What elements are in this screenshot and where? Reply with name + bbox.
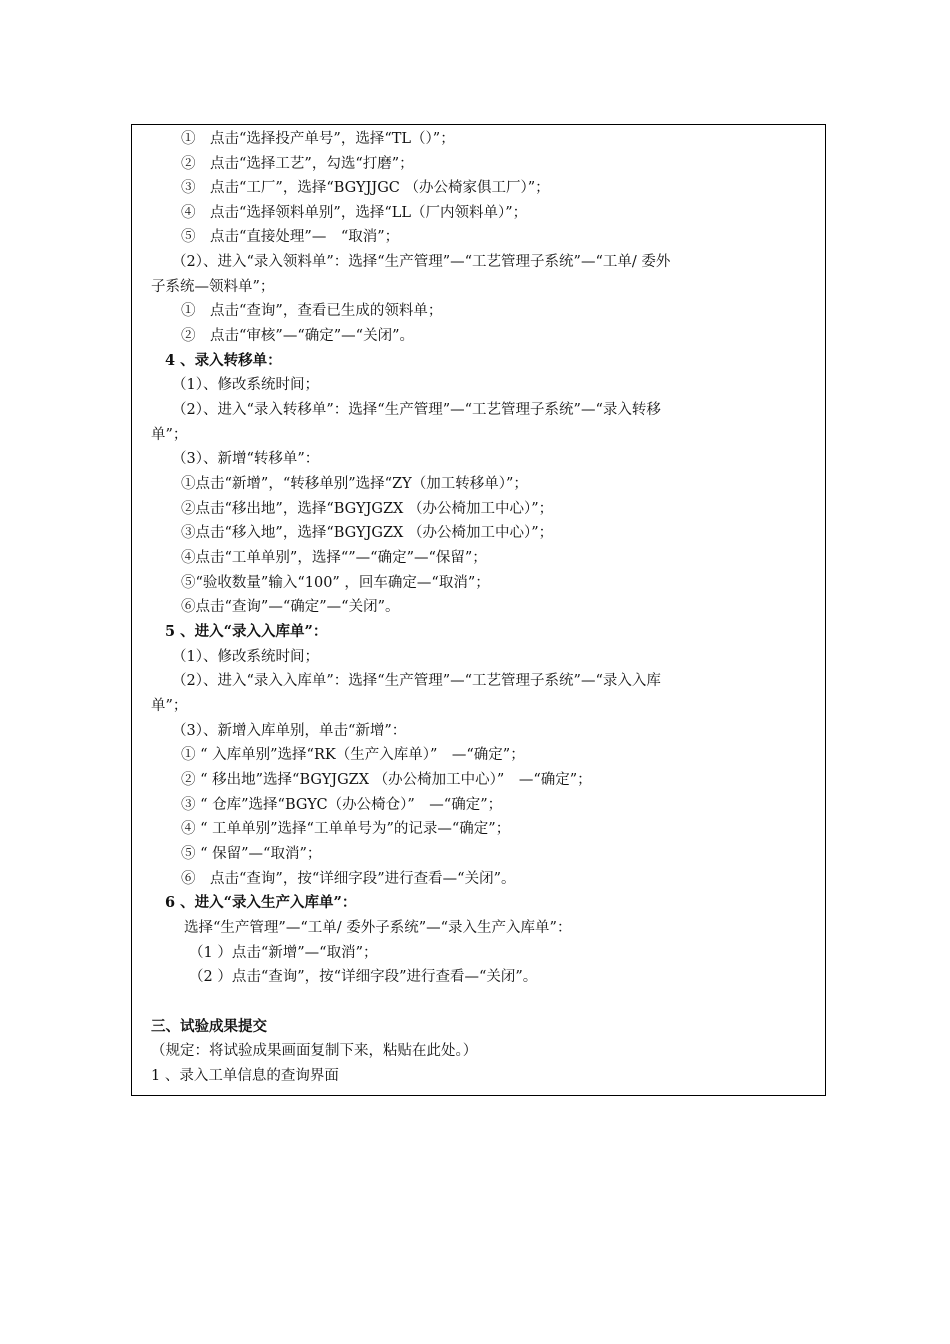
text-line: （1 ）点击“新增”—“取消”； xyxy=(189,945,378,961)
text-line: ② 点击“审核”—“确定”—“关闭”。 xyxy=(181,328,414,344)
text-line: ②点击“移出地”，选择“BGYJGZX （办公椅加工中心）”； xyxy=(181,501,554,517)
text-line: ③ 点击“工厂”，选择“BGYJJGC （办公椅家俱工厂）”； xyxy=(181,180,550,196)
text-line: （2 ）点击“查询”，按“详细字段”进行查看—“关闭”。 xyxy=(189,969,538,985)
text-line: ①点击“新增”，“转移单别”选择“ZY（加工转移单）”； xyxy=(181,476,528,492)
text-line: ② 点击“选择工艺”，勾选“打磨”； xyxy=(181,156,414,172)
text-line: （规定：将试验成果画面复制下来，粘贴在此处。） xyxy=(151,1043,478,1059)
document-page xyxy=(131,124,826,1096)
text-line: ⑤“验收数量”输入“100” ，回车确定—“取消”； xyxy=(181,575,490,591)
text-line: ② “ 移出地”选择“BGYJGZX （办公椅加工中心）” —“确定”； xyxy=(181,772,592,788)
section-heading: 6 、进入“录入生产入库单”： xyxy=(165,894,357,911)
text-line: ⑥点击“查询”—“确定”—“关闭”。 xyxy=(181,599,400,615)
text-line: 单”； xyxy=(151,698,188,714)
text-line: ⑤ “ 保留”—“取消”； xyxy=(181,846,322,862)
text-line: 单”； xyxy=(151,427,188,443)
text-line: ④点击“工单单别”，选择“”—“确定”—“保留”； xyxy=(181,550,487,566)
text-line: （2）、进入“录入入库单”：选择“生产管理”—“工艺管理子系统”—“录入入库 xyxy=(172,673,661,689)
text-line: ③点击“移入地”，选择“BGYJGZX （办公椅加工中心）”； xyxy=(181,525,554,541)
text-line: ① 点击“查询”，查看已生成的领料单； xyxy=(181,303,443,319)
text-line: （2）、进入“录入转移单”：选择“生产管理”—“工艺管理子系统”—“录入转移 xyxy=(172,402,661,418)
text-line: （1）、修改系统时间； xyxy=(172,377,319,393)
section-heading: 4 、录入转移单： xyxy=(165,352,282,369)
text-line: ⑤ 点击“直接处理”— “取消”； xyxy=(181,229,400,245)
text-line: ⑥ 点击“查询”，按“详细字段”进行查看—“关闭”。 xyxy=(181,871,516,887)
text-line: ③ “ 仓库”选择“BGYC（办公椅仓）” —“确定”； xyxy=(181,797,503,813)
text-line: 选择“生产管理”—“工单/ 委外子系统”—“录入生产入库单”： xyxy=(184,920,572,936)
section-heading: 三、试验成果提交 xyxy=(151,1018,267,1035)
text-line: ④ 点击“选择领料单别”，选择“LL（厂内领料单）”； xyxy=(181,205,528,221)
section-heading: 5 、进入“录入入库单”： xyxy=(165,623,328,640)
text-line: （2）、进入“录入领料单”：选择“生产管理”—“工艺管理子系统”—“工单/ 委外 xyxy=(172,254,671,270)
text-line: ① “ 入库单别”选择“RK（生产入库单）” —“确定”； xyxy=(181,747,525,763)
text-line: ① 点击“选择投产单号”，选择“TL（）”； xyxy=(181,131,455,147)
text-line: （1）、修改系统时间； xyxy=(172,649,319,665)
text-line: 1 、录入工单信息的查询界面 xyxy=(151,1068,339,1084)
text-line: 子系统—领料单”； xyxy=(151,279,275,295)
text-line: ④ “ 工单单别”选择“工单单号为”的记录—“确定”； xyxy=(181,821,511,837)
text-line: （3）、新增入库单别，单击“新增”： xyxy=(172,723,407,739)
text-line: （3）、新增“转移单”： xyxy=(172,451,320,467)
